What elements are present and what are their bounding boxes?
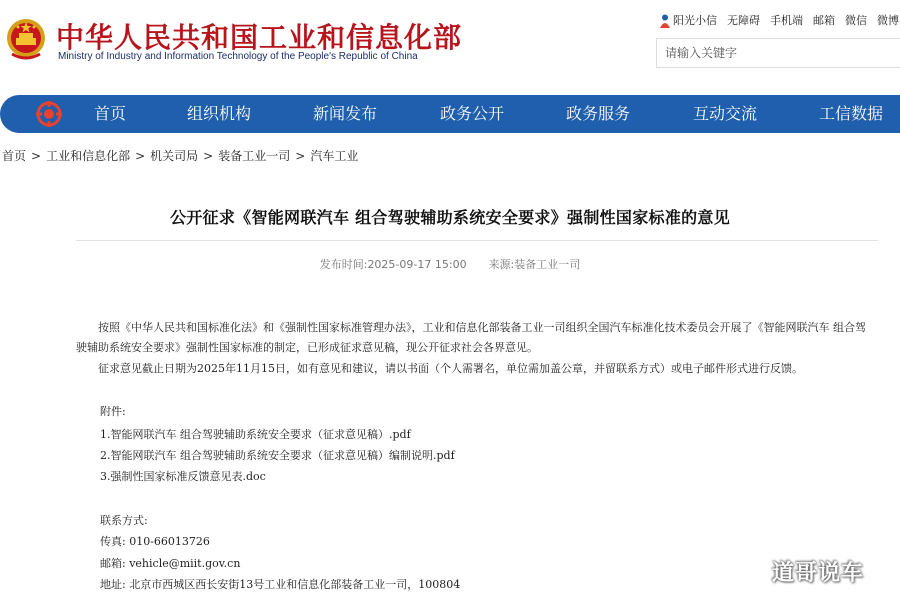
watermark: 道哥说车 xyxy=(772,561,865,586)
person-icon xyxy=(660,14,670,28)
top-link-label: 阳光小信 xyxy=(673,14,717,27)
nav-item-organization[interactable]: 组织机构 xyxy=(187,104,252,123)
attachment-link-1[interactable]: 1.智能网联汽车 组合驾驶辅助系统安全要求（征求意见稿）.pdf xyxy=(100,428,411,441)
site-subtitle: Ministry of Industry and Information Technology of the People's Republic of China xyxy=(58,51,418,62)
top-link-mobile[interactable]: 手机端 xyxy=(770,14,803,27)
breadcrumb-separator: > xyxy=(203,149,214,163)
breadcrumb-separator: > xyxy=(135,149,146,163)
breadcrumb xyxy=(2,147,358,164)
breadcrumb-ministry[interactable]: 工业和信息化部 xyxy=(46,149,131,163)
main-nav xyxy=(0,95,900,133)
title-divider xyxy=(76,240,878,241)
article-title: 公开征求《智能网联汽车 组合驾驶辅助系统安全要求》强制性国家标准的意见 xyxy=(169,208,731,227)
attachments-label: 附件: xyxy=(100,405,126,418)
article-paragraph-1: 按照《中华人民共和国标准化法》和《强制性国家标准管理办法》，工业和信息化部装备工业一司组织全国汽车标准化技术委员会开展了《智能网联汽车 组合驾驶辅助系统安全要求》强制性国家标准的制定，已形成征求意见稿，现公开征求社会各界意见。 xyxy=(76,321,866,354)
top-link-wechat[interactable]: 微信 xyxy=(845,14,867,27)
nav-item-news[interactable]: 新闻发布 xyxy=(313,104,378,123)
breadcrumb-equipment-dept[interactable]: 装备工业一司 xyxy=(218,149,291,163)
search-box xyxy=(656,38,900,68)
attachment-link-2[interactable]: 2.智能网联汽车 组合驾驶辅助系统安全要求（征求意见稿）编制说明.pdf xyxy=(100,449,455,462)
contact-label: 联系方式: xyxy=(100,514,148,527)
nav-item-public-affairs[interactable]: 政务公开 xyxy=(440,104,505,123)
article-paragraph-2: 征求意见截止日期为2025年11月15日，如有意见和建议，请以书面（个人需署名，单位需加盖公章，并留联系方式）或电子邮件形式进行反馈。 xyxy=(98,362,803,375)
publish-time: 2025-09-17 15:00 xyxy=(367,258,467,271)
top-link-weibo[interactable]: 微博 xyxy=(877,14,899,27)
article-meta xyxy=(0,256,900,272)
search-input[interactable] xyxy=(657,39,900,67)
site-title[interactable]: 中华人民共和国工业和信息化部 xyxy=(56,21,463,54)
top-links xyxy=(660,12,899,28)
breadcrumb-home[interactable]: 首页 xyxy=(2,149,27,163)
breadcrumb-automotive[interactable]: 汽车工业 xyxy=(310,149,359,163)
breadcrumb-separator: > xyxy=(31,149,42,163)
breadcrumb-separator: > xyxy=(295,149,306,163)
contact-fax: 传真: 010-66013726 xyxy=(100,535,210,548)
nav-item-home[interactable]: 首页 xyxy=(94,104,127,123)
national-emblem-icon xyxy=(6,16,46,62)
contact-email: 邮箱: vehicle@miit.gov.cn xyxy=(100,557,241,570)
top-link-accessibility[interactable]: 无障碍 xyxy=(727,14,760,27)
nav-item-data[interactable]: 工信数据 xyxy=(819,104,884,123)
attachment-link-3[interactable]: 3.强制性国家标准反馈意见表.doc xyxy=(100,470,266,483)
nav-item-interaction[interactable]: 互动交流 xyxy=(693,104,758,123)
source-label: 来源: xyxy=(488,258,515,271)
source-value: 装备工业一司 xyxy=(514,258,581,271)
top-link-email[interactable]: 邮箱 xyxy=(813,14,835,27)
site-header xyxy=(0,0,900,90)
contact-address: 地址: 北京市西城区西长安街13号工业和信息化部装备工业一司，100804 xyxy=(100,578,461,591)
nav-item-services[interactable]: 政务服务 xyxy=(566,104,631,123)
publish-label: 发布时间: xyxy=(319,258,368,271)
ministry-logo-icon xyxy=(36,101,62,127)
breadcrumb-departments[interactable]: 机关司局 xyxy=(150,149,199,163)
top-link-sunshine[interactable] xyxy=(660,12,717,28)
